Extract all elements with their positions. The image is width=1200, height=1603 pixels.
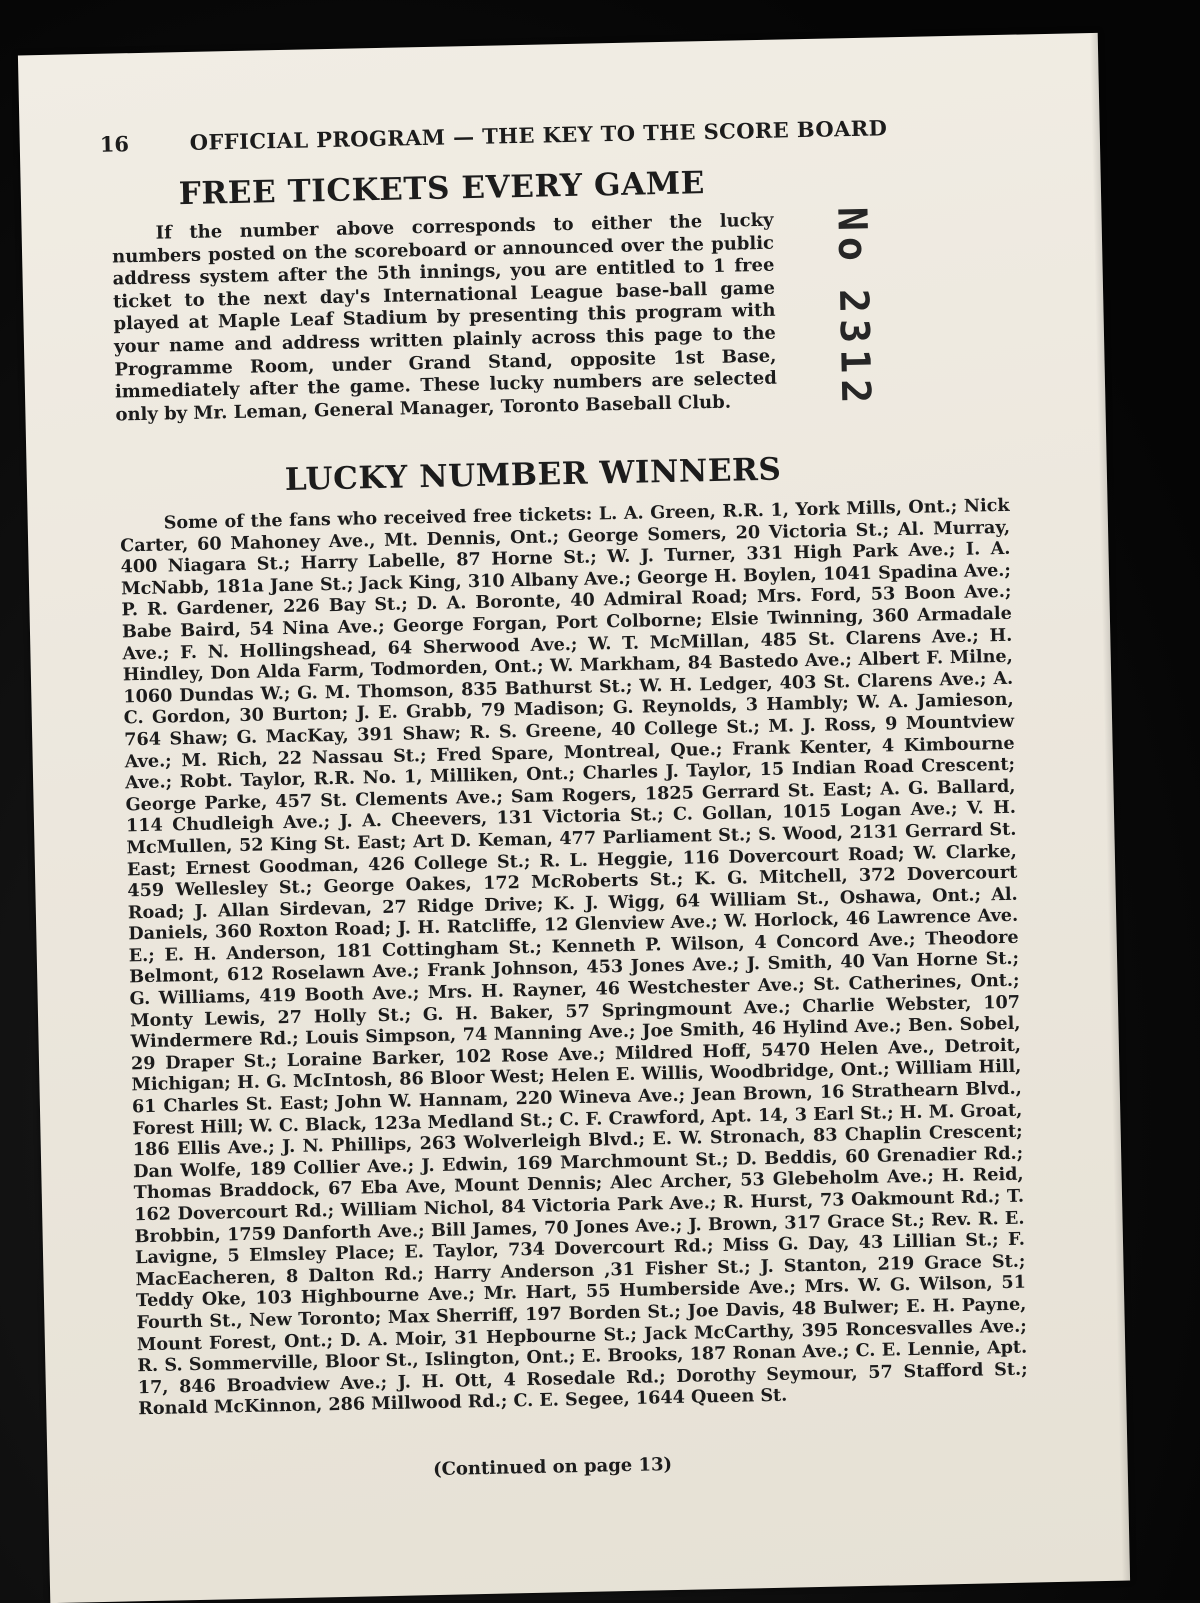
serial-number-text [828, 206, 878, 409]
serial-prefix: No [828, 206, 876, 268]
lucky-winners-heading: LUCKY NUMBER WINNERS [284, 451, 782, 498]
serial-number-stamp [816, 177, 891, 438]
lucky-winners-paragraph: Some of the fans who received free tickets: L. A. Green, R.R. 1, York Mills, Ont.; Nick Carter, 60 Mahoney Ave., Mt. Dennis, Ont.; George Somers, 20 Victoria St.; Al. Murray, 400 Niagara St.; Harry Labelle, 87 Horne St.; W. J. Turner, 331 High Park Ave.; I. A. McNabb, 181a Jane St.; Jack King, 310 Albany Ave.; George H. Boylen, 1041 Spadina Ave.; P. R. Gardener, 226 Bay St.; D. A. Boronte, 40 Admiral Road; Mrs. Ford, 53 Boon Ave.; Babe Baird, 54 Nina Ave.; George Forgan, Port Colborne; Elsie Twinning, 360 Armadale Ave.; F. N. Hollingshead, 64 Sherwood Ave.; W. T. McMillan, 485 St. Clarens Ave.; H. Hindley, Don Alda Farm, Todmorden, Ont.; W. Markham, 84 Bastedo Ave.; Albert F. Milne, 1060 Dundas W.; G. M. Thomson, 835 Bathurst St.; W. H. Ledger, 403 St. Clarens Ave.; A. C. Gordon, 30 Burton; J. E. Grabb, 79 Madison; G. Reynolds, 3 Hambly; W. A. Jamieson, 764 Shaw; G. MacKay, 391 Shaw; R. S. Greene, 40 College St.; M. J. Ross, 9 Mountview Ave.; M. Rich, 22 Nassau St.; Fred Spare, Montreal, Que.; Frank Kenter, 4 Kimbourne Ave.; Robt. Taylor, R.R. No. 1, Milliken, Ont.; Charles J. Taylor, 15 Indian Road Crescent; George Parke, 457 St. Clements Ave.; Sam Rogers, 1825 Gerrard St. East; A. G. Ballard, 114 Chudleigh Ave.; J. A. Cheevers, 131 Victoria St.; C. Gollan, 1015 Logan Ave.; V. H. McMullen, 52 King St. East; Art D. Keman, 477 Parliament St.; S. Wood, 2131 Gerrard St. East; Ernest Goodman, 426 College St.; R. L. Heggie, 116 Dovercourt Road; W. Clarke, 459 Wellesley St.; George Oakes, 172 McRoberts St.; K. G. Mitchell, 372 Dovercourt Road; J. Allan Sirdevan, 27 Ridge Drive; K. J. Wigg, 64 William St., Oshawa, Ont.; Al. Daniels, 360 Roxton Road; J. H. Ratcliffe, 12 Glenview Ave.; W. Horlock, 46 Lawrence Ave. E.; E. H. Anderson, 181 Cottingham St.; Kenneth P. Wilson, 4 Concord Ave.; Theodore Belmont, 612 Roselawn Ave.; Frank Johnson, 453 Jones Ave.; J. Smith, 40 Van Horne St.; G. Williams, 419 Booth Ave.; Mrs. H. Rayner, 46 Westchester Ave.; St. Catherines, Ont.; Monty Lewis, 27 Holly St.; G. H. Baker, 57 Springmount Ave.; Charlie Webster, 107 Windermere Rd.; Louis Simpson, 74 Manning Ave.; Joe Smith, 46 Hylind Ave.; Ben. Sobel, 29 Draper St.; Loraine Barker, 102 Rose Ave.; Mildred Hoff, 5470 Helen Ave., Detroit, Michigan; H. G. McIntosh, 86 Bloor West; Helen E. Willis, Woodbridge, Ont.; William Hill, 61 Charles St. East; John W. Hannam, 220 Wineva Ave.; Jean Brown, 16 Strathearn Blvd., Forest Hill; W. C. Black, 123a Medland St.; C. F. Crawford, Apt. 14, 3 Earl St.; H. M. Groat, 186 Ellis Ave.; J. N. Phillips, 263 Wolverleigh Blvd.; E. W. Stronach, 83 Chaplin Crescent; Dan Wolfe, 189 Collier Ave.; J. Edwin, 169 Marchmount St.; D. Beddis, 60 Grenadier Rd.; Thomas Braddock, 67 Eba Ave, Mount Dennis; Alec Archer, 53 Glebeholm Ave.; H. Reid, 162 Dovercourt Rd.; William Nichol, 84 Victoria Park Ave.; R. Hurst, 73 Oakmount Rd.; T. Brobbin, 1759 Danforth Ave.; Bill James, 70 Jones Ave.; J. Brown, 317 Grace St.; Rev. R. E. Lavigne, 5 Elmsley Place; E. Taylor, 734 Dovercourt Rd.; Miss G. Day, 43 Lillian St.; F. MacEacheren, 8 Dalton Rd.; Harry Anderson ,31 Fisher St.; J. Stanton, 219 Grace St.; Teddy Oke, 103 Highbourne Ave.; Mr. Hart, 55 Humberside Ave.; Mrs. W. G. Wilson, 51 Fourth St., New Toronto; Max Sherriff, 197 Borden St.; Joe Davis, 48 Bulwer; E. H. Payne, Mount Forest, Ont.; D. A. Moir, 31 Hepbourne St.; Jack McCarthy, 395 Roncesvalles Ave.; R. S. Sommerville, Bloor St., Islington, Ont.; E. Brooks, 187 Ronan Ave.; C. E. Lennie, Apt. 17, 846 Broadview Ave.; J. H. Ott, 4 Rosedale Rd.; Dorothy Seymour, 57 Stafford St.; Ronald McKinnon, 286 Millwood Rd.; C. E. Segee, 1644 Queen St. [119, 494, 1028, 1420]
running-header: OFFICIAL PROGRAM — THE KEY TO THE SCORE BOARD [189, 115, 888, 155]
serial-number: 2312 [829, 288, 879, 410]
program-page [18, 33, 1130, 1603]
page-header [100, 113, 980, 156]
free-tickets-paragraph: If the number above corresponds to either the lucky numbers posted on the scoreboard or announced over the public address system after the 5th innings, you are entitled to 1 free ticket to the next day's International League base-ball game played at Maple Leaf Stadium by presenting this program with your name and address written plainly across this page to the Programme Room, under Grand Stand, opposite 1st Base, immediately after the game. These lucky numbers are selected only by Mr. Leman, General Manager, Toronto Baseball Club. [111, 209, 778, 426]
page-number: 16 [99, 131, 130, 157]
free-tickets-heading: FREE TICKETS EVERY GAME [178, 165, 706, 213]
continued-note: (Continued on page 13) [432, 1454, 673, 1481]
